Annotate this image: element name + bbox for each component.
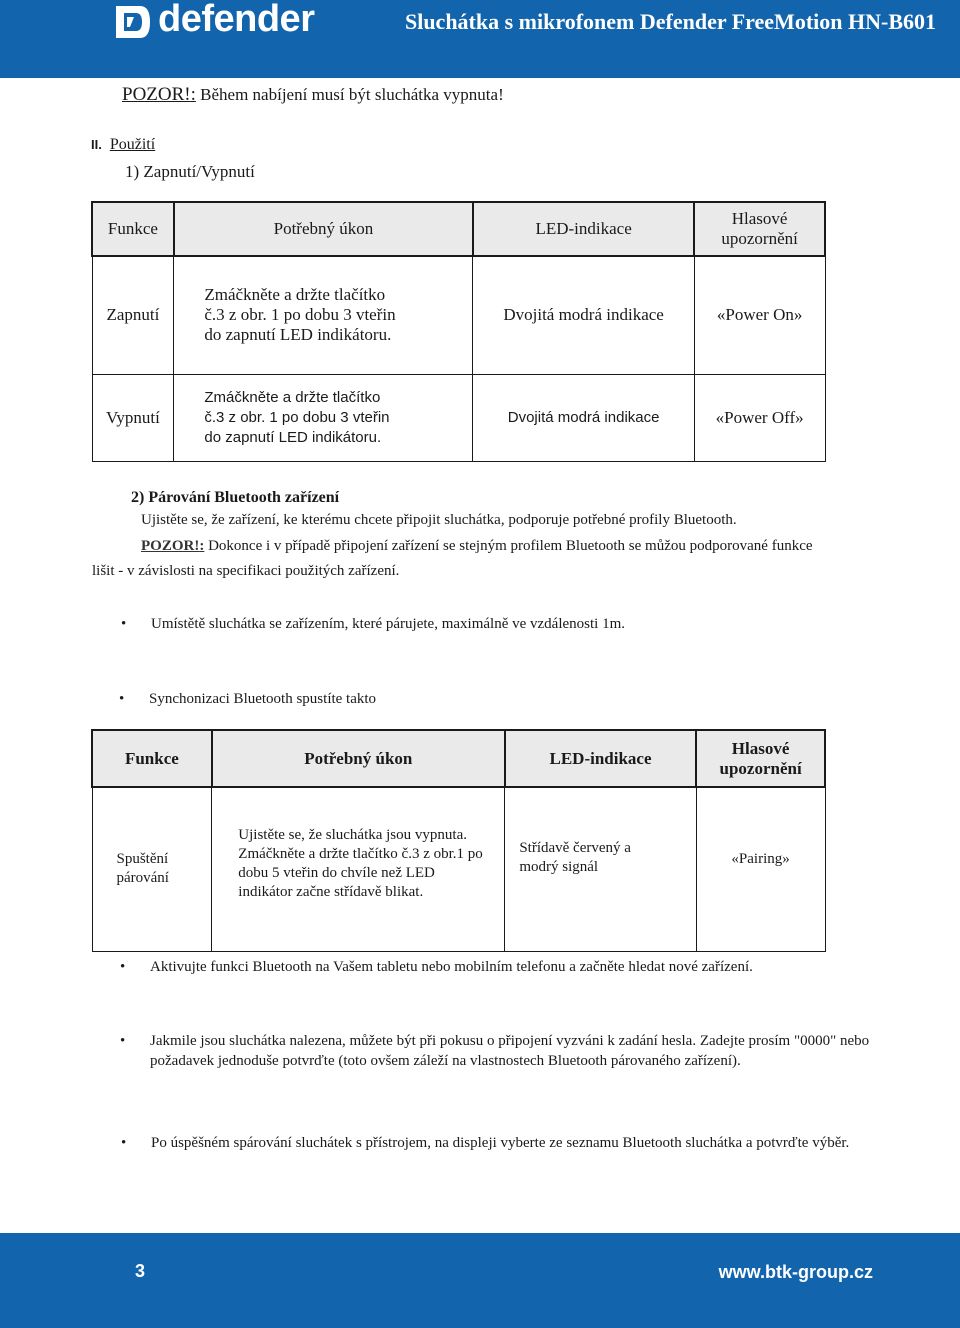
list-item: • Umístětě sluchátka se zařízením, které párujete, maximálně ve vzdálenosti 1m.	[121, 616, 625, 632]
list-item: • Po úspěšném spárování sluchátek s přístrojem, na displeji vyberte ze seznamu Bluetooth sluchátka a potvrďte výběr.	[121, 1135, 850, 1151]
table-header: LED-indikace	[473, 202, 694, 256]
action-cell: Zmáčkněte a držte tlačítko č.3 z obr. 1 po dobu 3 vteřin do zapnutí LED indikátoru.	[174, 374, 473, 461]
pairing-warning: POZOR!: Dokonce i v případě připojení zařízení se stejným profilem Bluetooth se můžou podporované funkce	[141, 538, 813, 554]
pairing-intro: Ujistěte se, že zařízení, ke kterému chcete připojit sluchátka, podporuje potřebné profily Bluetooth.	[141, 512, 737, 528]
section-number: II.	[91, 137, 102, 152]
bullet-icon: •	[120, 959, 126, 975]
table-header: Hlasové upozornění	[694, 202, 825, 256]
function-cell: Vypnutí	[92, 374, 174, 461]
table-header-row	[92, 730, 825, 787]
action-cell: Ujistěte se, že sluchátka jsou vypnuta. Zmáčkněte a držte tlačítko č.3 z obr.1 po dobu 5 vteřin do chvíle než LED indikátor začne střídavě blikat.	[212, 787, 505, 951]
pairing-warning-continued: lišit - v závislosti na specifikaci použitých zařízení.	[92, 563, 400, 579]
table-row	[92, 787, 825, 951]
table-header: Potřebný úkon	[174, 202, 473, 256]
list-item: • Aktivujte funkci Bluetooth na Vašem tabletu nebo mobilním telefonu a začněte hledat nové zařízení.	[120, 959, 753, 975]
table-header: Funkce	[92, 730, 212, 787]
power-table	[91, 201, 826, 462]
led-cell: Střídavě červený a modrý signál	[505, 787, 696, 951]
led-cell: Dvojitá modrá indikace	[473, 256, 694, 374]
function-cell: Zapnutí	[92, 256, 174, 374]
charging-warning: POZOR!: Během nabíjení musí být sluchátka vypnuta!	[122, 84, 504, 105]
bullet-icon: •	[121, 616, 127, 632]
table-header: Hlasové upozornění	[696, 730, 825, 787]
list-item: • Jakmile jsou sluchátka nalezena, můžete být při pokusu o připojení vyzváni k zadání hesla. Zadejte prosím "0000" nebo požadavek jednoduše potvrďte (toto ovšem záleží na vlastnostech Bluetooth párovaného zařízení).	[120, 1033, 870, 1069]
brand-name: defender	[158, 0, 315, 40]
defender-logo-icon	[114, 4, 152, 40]
page-footer	[0, 1233, 960, 1328]
section-title: Použití	[109, 136, 156, 153]
voice-cell: «Power Off»	[694, 374, 825, 461]
function-cell: Spuštění párování	[92, 787, 212, 951]
table-header: LED-indikace	[505, 730, 696, 787]
section-heading	[91, 136, 155, 154]
bullet-icon: •	[121, 1135, 127, 1151]
table-header-row	[92, 202, 825, 256]
warning-label: POZOR!	[141, 538, 200, 554]
table-header: Potřebný úkon	[212, 730, 505, 787]
page-number: 3	[135, 1261, 146, 1281]
page-header	[0, 0, 960, 78]
action-cell: Zmáčkněte a držte tlačítko č.3 z obr. 1 po dobu 3 vteřin do zapnutí LED indikátoru.	[174, 256, 473, 374]
website-link[interactable]: www.btk-group.cz	[718, 1262, 873, 1282]
voice-cell: «Power On»	[694, 256, 825, 374]
voice-cell: «Pairing»	[696, 787, 825, 951]
bullet-icon: •	[120, 1033, 126, 1049]
warning-label: POZOR!	[122, 84, 191, 105]
led-cell: Dvojitá modrá indikace	[473, 374, 694, 461]
pairing-heading: 2) Párování Bluetooth zařízení	[131, 489, 340, 506]
subsection-power-title: 1) Zapnutí/Vypnutí	[125, 162, 255, 181]
table-header: Funkce	[92, 202, 174, 256]
warning-text: Během nabíjení musí být sluchátka vypnuta!	[195, 85, 504, 104]
document-title: Sluchátka s mikrofonem Defender FreeMotion HN-B601	[404, 9, 936, 34]
pairing-table	[91, 729, 826, 952]
bullet-icon: •	[119, 691, 125, 707]
list-item: • Synchonizaci Bluetooth spustíte takto	[119, 691, 377, 707]
table-row	[92, 256, 825, 374]
table-row	[92, 374, 825, 461]
